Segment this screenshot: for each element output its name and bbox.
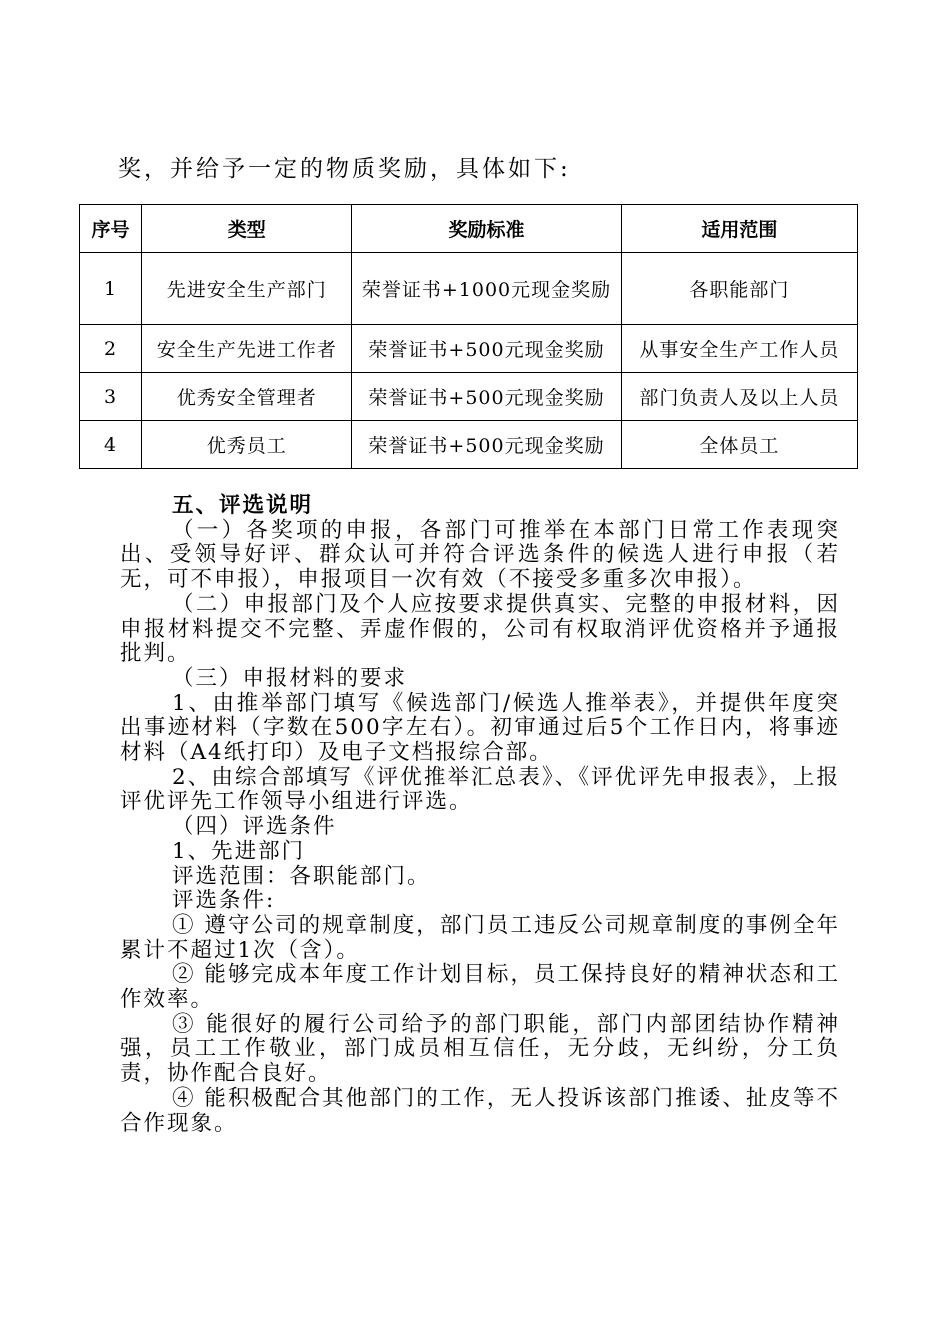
- cell-type: 先进安全生产部门: [142, 253, 352, 325]
- cell-type: 优秀安全管理者: [142, 373, 352, 421]
- cell-type: 优秀员工: [142, 421, 352, 469]
- section-heading: 五、评选说明: [172, 493, 314, 518]
- table-row: [80, 421, 858, 469]
- cell-reward: 荣誉证书+1000元现金奖励: [352, 253, 621, 325]
- table-row: [80, 373, 858, 421]
- table-row: [80, 253, 858, 325]
- cell-index: 1: [80, 253, 142, 325]
- header-reward: 奖励标准: [352, 205, 621, 253]
- cell-reward: 荣誉证书+500元现金奖励: [352, 373, 621, 421]
- cell-type: 安全生产先进工作者: [142, 325, 352, 373]
- paragraph-condition-1: ① 遵守公司的规章制度，部门员工违反公司规章制度的事例全年累计不超过1次（含）。: [120, 912, 840, 963]
- cell-index: 2: [80, 325, 142, 373]
- paragraph-condition-3: ③ 能很好的履行公司给予的部门职能，部门内部团结协作精神强，员工工作敬业，部门成员相互信任，无分歧，无纠纷，分工负责，协作配合良好。: [120, 1011, 840, 1087]
- cell-index: 3: [80, 373, 142, 421]
- paragraph-advanced-dept: 1、先进部门: [172, 838, 306, 864]
- header-type: 类型: [142, 205, 352, 253]
- cell-scope: 部门负责人及以上人员: [621, 373, 857, 421]
- cell-reward: 荣誉证书+500元现金奖励: [352, 421, 621, 469]
- paragraph-condition-4: ④ 能积极配合其他部门的工作，无人投诉该部门推诿、扯皮等不合作现象。: [120, 1085, 840, 1136]
- intro-line: 奖，并给予一定的物质奖励，具体如下:: [118, 156, 571, 182]
- paragraph-materials-1: 1、由推举部门填写《候选部门/候选人推举表》，并提供年度突出事迹材料（字数在500字左右）。初审通过后5个工作日内，将事迹材料（A4纸打印）及电子文档报综合部。: [120, 690, 840, 766]
- table-header-row: [80, 205, 858, 253]
- cell-scope: 从事安全生产工作人员: [621, 325, 857, 373]
- cell-reward: 荣誉证书+500元现金奖励: [352, 325, 621, 373]
- awards-table: [79, 204, 858, 469]
- paragraph-application: （一）各奖项的申报，各部门可推举在本部门日常工作表现突出、受领导好评、群众认可并符合评选条件的候选人进行申报（若无，可不申报），申报项目一次有效（不接受多重多次申报）。: [120, 517, 840, 593]
- section-body: [120, 494, 840, 1136]
- header-scope: 适用范围: [621, 205, 857, 253]
- paragraph-materials-truth: （二）申报部门及个人应按要求提供真实、完整的申报材料，因申报材料提交不完整、弄虚作假的，公司有权取消评优资格并予通报批判。: [120, 591, 840, 667]
- paragraph-condition-2: ② 能够完成本年度工作计划目标，员工保持良好的精神状态和工作效率。: [120, 962, 840, 1013]
- table-row: [80, 325, 858, 373]
- paragraph-materials-2: 2、由综合部填写《评优推举汇总表》、《评优评先申报表》，上报评优评先工作领导小组进行评选。: [120, 764, 840, 815]
- paragraph-conditions-label: 评选条件:: [172, 888, 276, 914]
- header-index: 序号: [80, 205, 142, 253]
- paragraph-conditions-heading: （四）评选条件: [172, 814, 337, 840]
- paragraph-materials-heading: （三）申报材料的要求: [172, 665, 408, 691]
- cell-scope: 全体员工: [621, 421, 857, 469]
- paragraph-scope: 评选范围：各职能部门。: [172, 863, 431, 889]
- cell-index: 4: [80, 421, 142, 469]
- cell-scope: 各职能部门: [621, 253, 857, 325]
